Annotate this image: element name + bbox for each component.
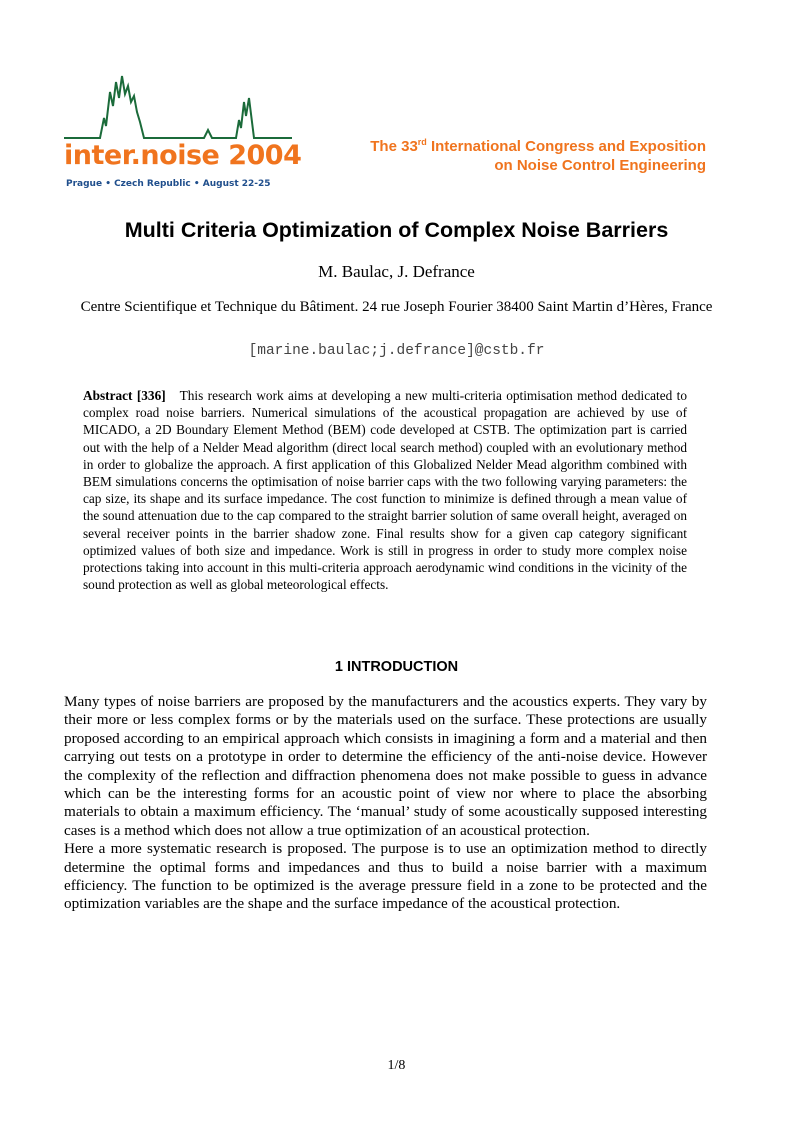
congress-line-1: The 33rd International Congress and Exposition	[370, 137, 706, 155]
skyline-graphic	[64, 72, 296, 144]
paragraph: Many types of noise barriers are proposed by the manufacturers and the acoustics experts. They vary by their more or less complex forms or by the materials used on the surface. These protections are usually proposed according to an empirical approach which consists in imagining a form and a material and then carrying out tests on a prototype in order to determine the efficiency of the anti-noise device. However the complexity of the reflection and diffraction phenomena does not make possible to guess in advance which can be the interesting forms for an acoustic point of view nor where to place the absorbing materials to obtain a maximum efficiency. The ‘manual’ study of some acoustically supposed interesting cases is a method which does not allow a true optimization of an acoustical protection.	[64, 693, 707, 839]
paper-authors: M. Baulac, J. Defrance	[318, 262, 475, 281]
congress-heading	[370, 137, 706, 175]
congress-line-2: on Noise Control Engineering	[494, 157, 706, 174]
section-body	[64, 693, 707, 914]
abstract-label: Abstract [336]	[83, 388, 166, 403]
section-heading: 1 INTRODUCTION	[334, 659, 459, 675]
page-number: 1/8	[387, 1058, 406, 1073]
author-email: [marine.baulac;j.defrance]@cstb.fr	[248, 343, 545, 359]
author-affiliation: Centre Scientifique et Technique du Bâtiment. 24 rue Joseph Fourier 38400 Saint Martin d’Hères, France	[80, 299, 713, 315]
paper-title: Multi Criteria Optimization of Complex Noise Barriers	[124, 218, 669, 242]
abstract	[83, 387, 687, 593]
ordinal-suffix: rd	[417, 137, 427, 147]
logo-wordmark: inter.noise 2004	[64, 140, 302, 171]
logo-subtitle: Prague • Czech Republic • August 22-25	[66, 179, 271, 189]
abstract-text: This research work aims at developing a new multi-criteria optimisation method dedicated to complex road noise barriers. Numerical simulations of the acoustical propagation are achieved by use of MICADO, a 2D Boundary Element Method (BEM) code developed at CSTB. The optimization part is carried out with the help of a Nelder Mead algorithm (direct local search method) coupled with an evolutionary method in order to globalize the approach. A first application of this Globalized Nelder Mead algorithm combined with BEM simulations concerns the optimisation of noise barrier caps with the two following varying parameters: the cap size, its shape and its surface impedance. The cost function to minimize is defined through a mean value of the sound attenuation due to the cap compared to the straight barrier solution of same overall height, averaged on several receiver points in the barrier shadow zone. Final results show for a given cap category significant optimized values of both size and impedance. Work is still in progress in order to study more complex noise protections taking into account in this multi-criteria approach aerodynamic wind conditions in the vicinity of the sound protection as well as global meteorological effects.	[83, 388, 687, 593]
conference-logo	[64, 72, 302, 192]
paragraph: Here a more systematic research is proposed. The purpose is to use an optimization method to directly determine the optimal forms and impedances and thus to build a noise barrier with a maximum efficiency. The function to be optimized is the average pressure field in a zone to be protected and the optimization variables are the shape and the surface impedance of the acoustical protection.	[64, 840, 707, 913]
